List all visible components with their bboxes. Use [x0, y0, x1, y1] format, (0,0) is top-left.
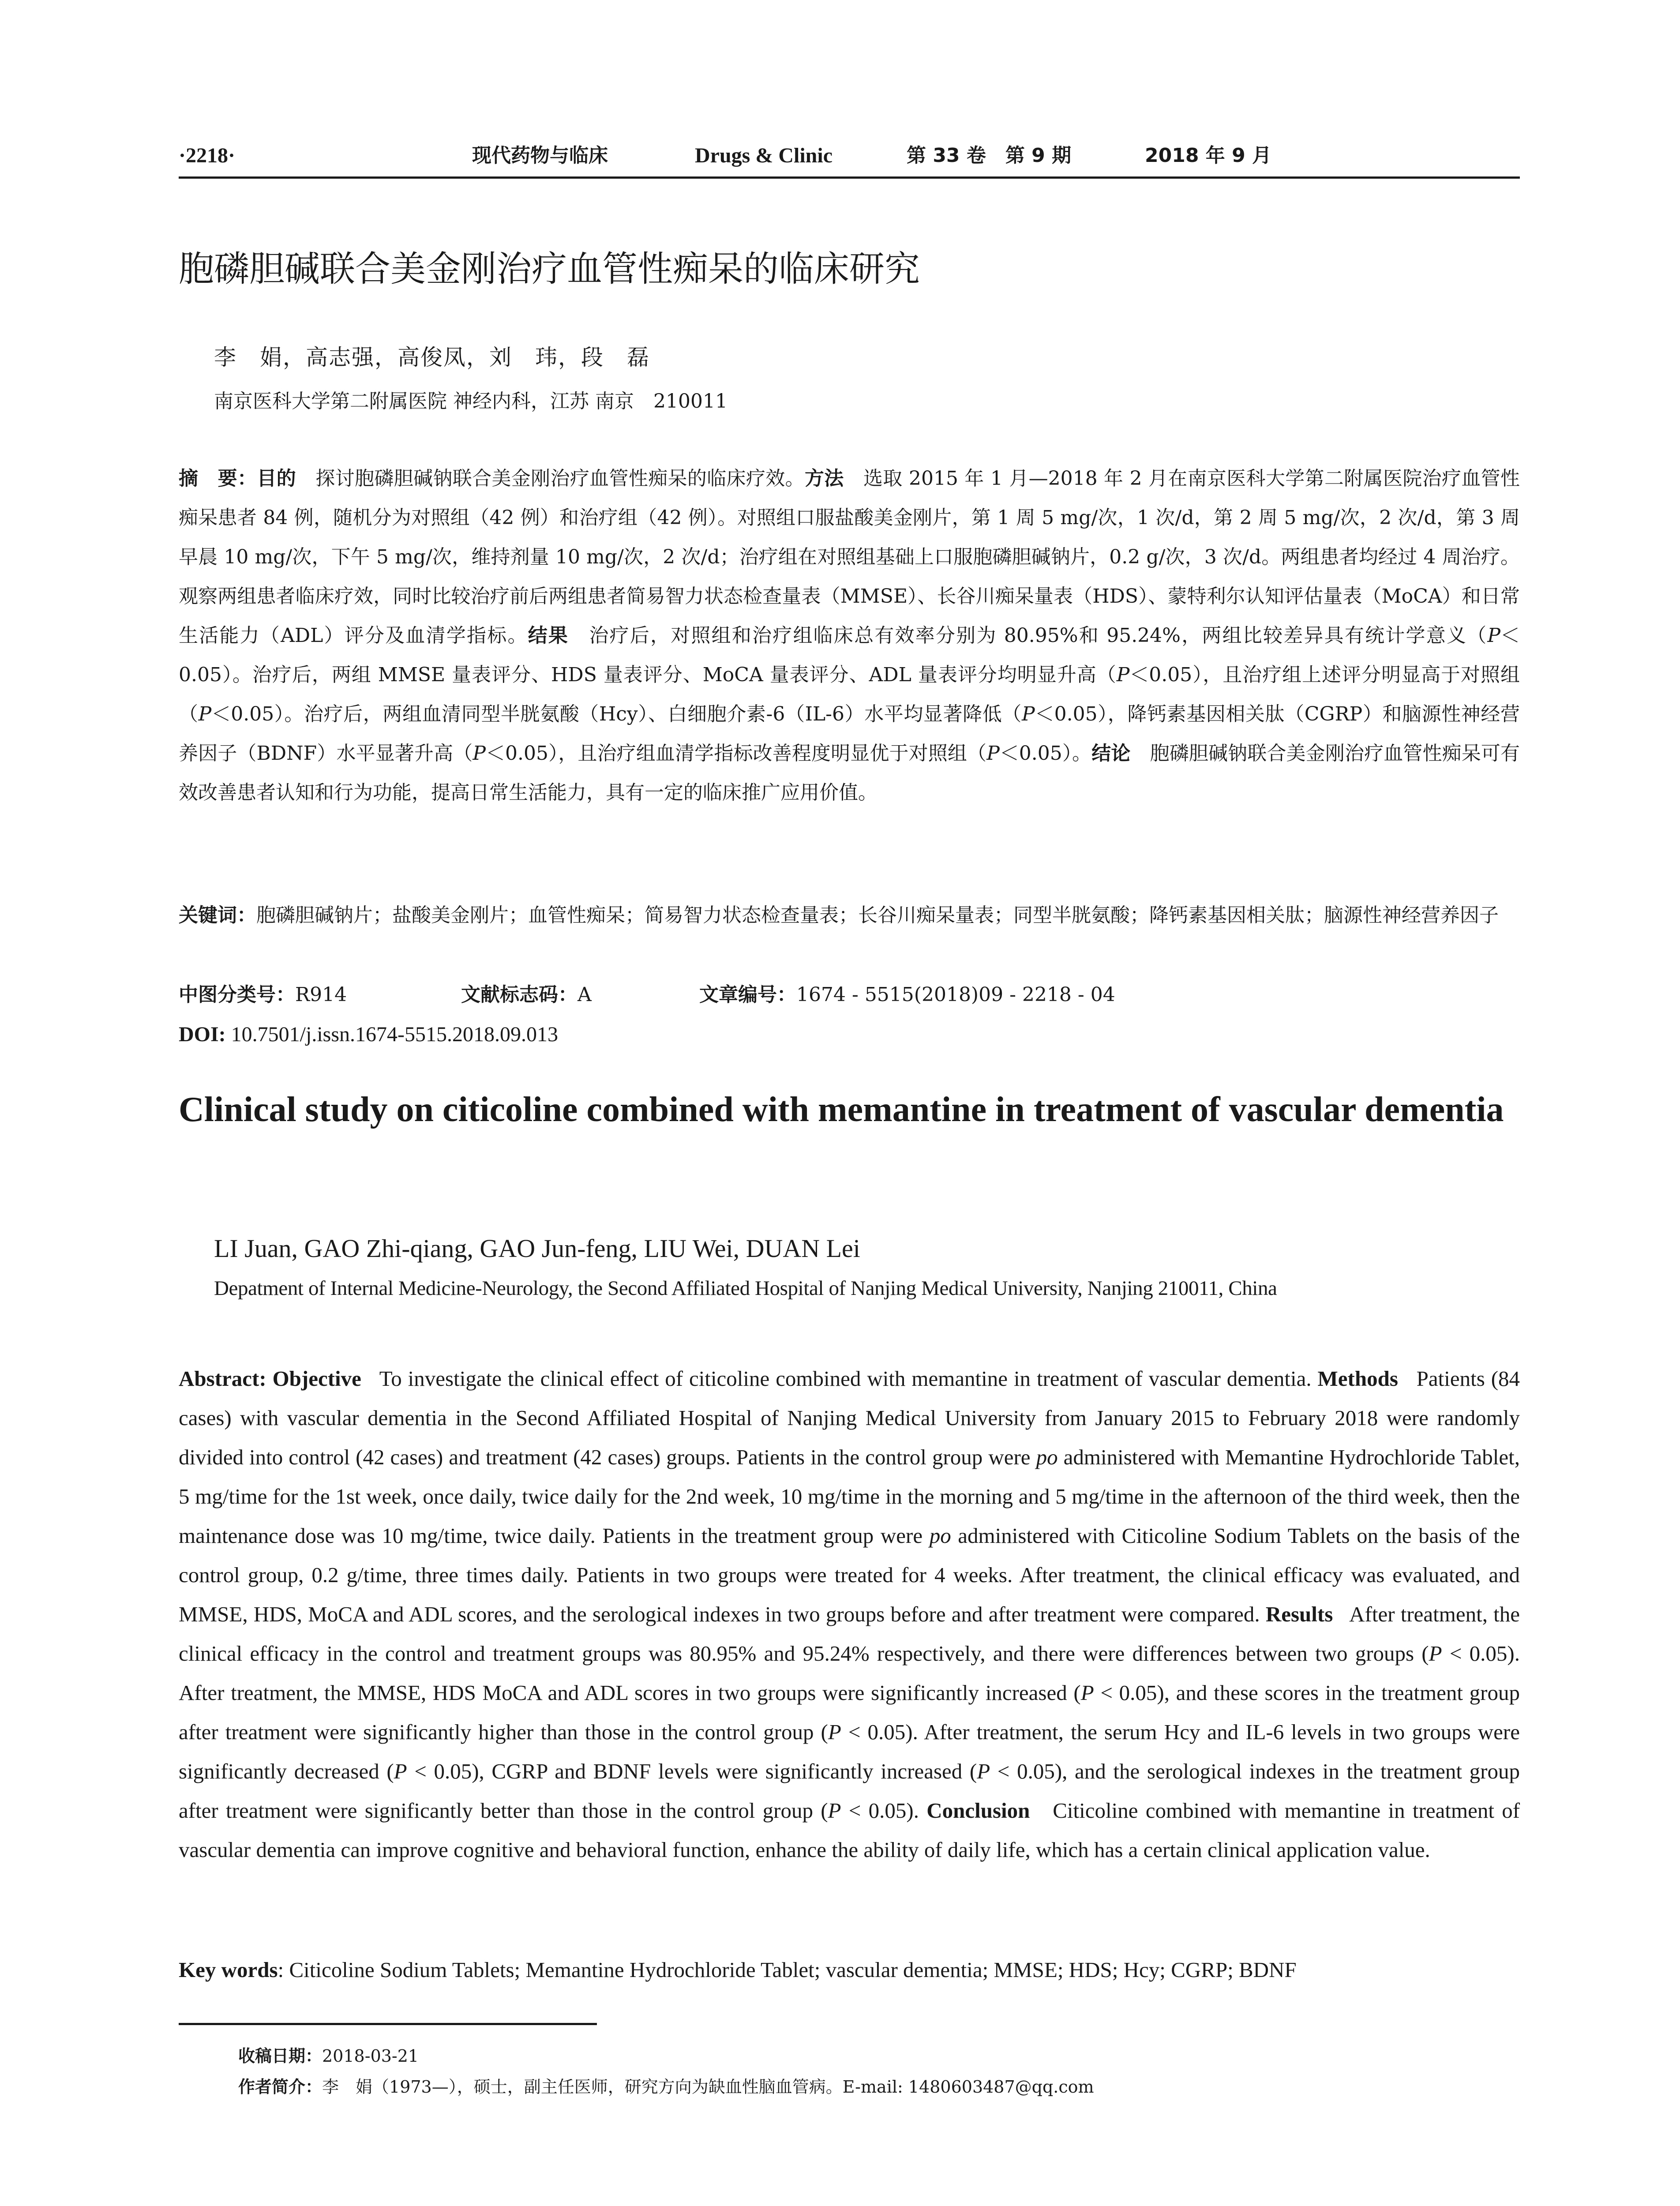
english-title: Clinical study on citicoline combined with memantine in treatment of vascular dementia	[179, 1090, 1504, 1129]
p-value-symbol: P	[1487, 624, 1500, 647]
volume-issue: 第 33 卷 第 9 期	[907, 144, 1072, 167]
p-value-symbol: P	[472, 742, 486, 765]
p-value-symbol: P	[394, 1759, 407, 1783]
results-text: < 0.05), CGRP and BDNF levels were significantly increased (	[407, 1759, 977, 1783]
author-bio	[238, 2071, 1518, 2102]
p-value-symbol: P	[1116, 664, 1130, 686]
keywords-label: 关键词：	[179, 904, 256, 927]
clc-number	[179, 977, 347, 1013]
methods-label: Methods	[1317, 1366, 1398, 1391]
doc-code-value: A	[578, 983, 592, 1006]
clc-value: R914	[295, 983, 347, 1006]
doi-label: DOI:	[179, 1023, 226, 1046]
chinese-abstract	[179, 459, 1520, 812]
results-text: < 0.05).	[841, 1798, 919, 1823]
p-value-symbol: P	[1021, 703, 1035, 725]
keywords-text: 胞磷胆碱钠片；盐酸美金刚片；血管性痴呆；简易智力状态检查量表；长谷川痴呆量表；同型半胱氨酸；降钙素基因相关肽；脑源性神经营养因子	[256, 904, 1499, 927]
doi-line	[179, 1017, 1520, 1052]
conclusion-text: Citicoline combined with memantine in treatment of vascular dementia can improve cognitive and behavioral function, enhance the ability of daily life, which has a certain clinical application value.	[179, 1798, 1520, 1862]
journal-name-cn: 现代药物与临床	[472, 144, 608, 167]
english-authors: LI Juan, GAO Zhi-qiang, GAO Jun-feng, LIU Wei, DUAN Lei	[214, 1234, 860, 1263]
chinese-authors: 李 娟，高志强，高俊凤，刘 玮，段 磊	[214, 345, 650, 370]
p-value-symbol: P	[1080, 1681, 1094, 1705]
received-value: 2018-03-21	[322, 2046, 419, 2066]
results-text: ＜0.05）。治疗后，两组血清同型半胱氨酸（Hcy）、白细胞介素-6（IL-6）水平均显著降低（	[211, 703, 1022, 725]
classification-line	[179, 977, 1520, 1013]
doc-code-label: 文献标志码：	[461, 983, 578, 1006]
results-label: 结果	[528, 624, 569, 647]
results-label: Results	[1265, 1602, 1333, 1626]
p-value-symbol: P	[828, 1720, 841, 1744]
results-text: ＜0.05），且治疗组血清学指标改善程度明显优于对照组（	[486, 742, 987, 765]
abstract-label: 摘 要：	[179, 467, 257, 490]
objective-text: To investigate the clinical effect of citicoline combined with memantine in treatment of vascular dementia.	[379, 1366, 1312, 1391]
methods-label: 方法	[804, 467, 844, 490]
conclusion-label: 结论	[1091, 742, 1131, 765]
chinese-affiliation: 南京医科大学第二附属医院 神经内科，江苏 南京 210011	[214, 390, 728, 413]
methods-text: administered with Citicoline Sodium Tablets on the basis of the control group, 0.2 g/time, three times daily. Patients in two groups were treated for 4 weeks. After treatment, the clinical efficacy was evaluated, and MMSE, HDS, MoCA and ADL scores, and the serological indexes in two groups before and after treatment were compared.	[179, 1523, 1520, 1626]
methods-text: Patients (84 cases) with vascular dementia in the Second Affiliated Hospital of Nanjing Medical University from January 2015 to February 2018 were randomly divided into control (42 cases) and treatment (42 cases) groups. Patients in the control group were	[179, 1366, 1520, 1469]
results-text: ＜0.05），降钙素基因相关肽（CGRP）和脑源性神经营养因子（BDNF）水平显著升高（	[179, 703, 1520, 765]
conclusion-label: Conclusion	[926, 1798, 1030, 1823]
objective-label: 目的	[257, 467, 296, 490]
p-value-symbol: P	[977, 1759, 990, 1783]
p-value-symbol: P	[986, 742, 1000, 765]
keywords-text: : Citicoline Sodium Tablets; Memantine Hydrochloride Tablet; vascular dementia; MMSE; HDS; Hcy; CGRP; BDNF	[278, 1958, 1297, 1982]
journal-name-en: Drugs & Clinic	[695, 144, 832, 167]
issue-date: 2018 年 9 月	[1145, 144, 1272, 167]
results-text: < 0.05). After treatment, the serum Hcy and IL-6 levels in two groups were significantly decreased (	[179, 1720, 1520, 1783]
doi-value[interactable]: 10.7501/j.issn.1674-5515.2018.09.013	[231, 1023, 559, 1046]
results-text: ＜0.05），且治疗组上述评分明显高于对照组（	[179, 664, 1520, 725]
results-text: After treatment, the clinical efficacy in the control and treatment groups was 80.95% and 95.24% respectively, and there were differences between two groups (	[179, 1602, 1520, 1666]
results-text: < 0.05). After treatment, the MMSE, HDS MoCA and ADL scores in two groups were significantly increased (	[179, 1641, 1520, 1705]
footnote-rule	[179, 2023, 597, 2025]
article-no-label: 文章编号：	[699, 983, 796, 1006]
results-text: < 0.05), and these scores in the treatment group after treatment were significantly higher than those in the control group (	[179, 1681, 1520, 1744]
article-number	[699, 977, 1115, 1013]
results-text: < 0.05), and the serological indexes in the treatment group after treatment were significantly better than those in the control group (	[179, 1759, 1520, 1823]
article-no-value: 1674 - 5515(2018)09 - 2218 - 04	[796, 983, 1115, 1006]
chinese-title: 胞磷胆碱联合美金刚治疗血管性痴呆的临床研究	[179, 248, 920, 289]
running-header	[179, 140, 1520, 171]
bio-value: 李 娟（1973—），硕士，副主任医师，研究方向为缺血性脑血管病。E-mail: 1480603487@qq.com	[322, 2077, 1094, 2097]
methods-text: 选取 2015 年 1 月—2018 年 2 月在南京医科大学第二附属医院治疗血管性痴呆患者 84 例，随机分为对照组（42 例）和治疗组（42 例）。对照组口服盐酸美金刚片，第 1 周 5 mg/次，1 次/d，第 2 周 5 mg/次，2 次/d，第 3 周早晨 10 mg/次，下午 5 mg/次，维持剂量 10 mg/次，2 次/d；治疗组在对照组基础上口服胞磷胆碱钠片，0.2 g/次，3 次/d。两组患者均经过 4 周治疗。观察两组患者临床疗效，同时比较治疗前后两组患者简易智力状态检查量表（MMSE）、长谷川痴呆量表（HDS）、蒙特利尔认知评估量表（MoCA）和日常生活能力（ADL）评分及血清学指标。	[179, 467, 1520, 647]
clc-label: 中图分类号：	[179, 983, 295, 1006]
header-rule	[179, 176, 1520, 179]
objective-label: Objective	[272, 1366, 361, 1391]
received-label: 收稿日期：	[238, 2046, 322, 2066]
p-value-symbol: P	[1429, 1641, 1442, 1666]
po-abbrev: po	[929, 1523, 951, 1548]
p-value-symbol: P	[828, 1798, 841, 1823]
footnotes	[238, 2041, 1518, 2102]
conclusion-text: 胞磷胆碱钠联合美金刚治疗血管性痴呆可有效改善患者认知和行为功能，提高日常生活能力，具有一定的临床推广应用价值。	[179, 742, 1520, 804]
results-text: ＜0.05）。治疗后，两组 MMSE 量表评分、HDS 量表评分、MoCA 量表评分、ADL 量表评分均明显升高（	[179, 624, 1520, 686]
bio-label: 作者简介：	[238, 2077, 322, 2097]
keywords-label: Key words	[179, 1958, 278, 1982]
abstract-label: Abstract:	[179, 1366, 266, 1391]
results-text: 治疗后，对照组和治疗组临床总有效率分别为 80.95%和 95.24%，两组比较差异具有统计学意义（	[588, 624, 1488, 647]
methods-text: administered with Memantine Hydrochloride Tablet, 5 mg/time for the 1st week, once daily, twice daily for the 2nd week, 10 mg/time in the morning and 5 mg/time in the afternoon of the third week, then the maintenance dose was 10 mg/time, twice daily. Patients in the treatment group were	[179, 1445, 1520, 1548]
english-affiliation: Depatment of Internal Medicine-Neurology, the Second Affiliated Hospital of Nanjing Medical University, Nanjing 210011, China	[214, 1277, 1277, 1300]
english-abstract	[179, 1359, 1520, 1869]
po-abbrev: po	[1036, 1445, 1058, 1469]
english-keywords	[179, 1950, 1520, 1989]
chinese-keywords	[179, 896, 1520, 935]
received-date	[238, 2041, 1518, 2071]
results-text: ＜0.05）。	[999, 742, 1092, 765]
document-code	[461, 977, 592, 1013]
objective-text: 探讨胞磷胆碱钠联合美金刚治疗血管性痴呆的临床疗效。	[315, 467, 805, 490]
page-number: ·2218·	[179, 144, 236, 167]
p-value-symbol: P	[198, 703, 212, 725]
